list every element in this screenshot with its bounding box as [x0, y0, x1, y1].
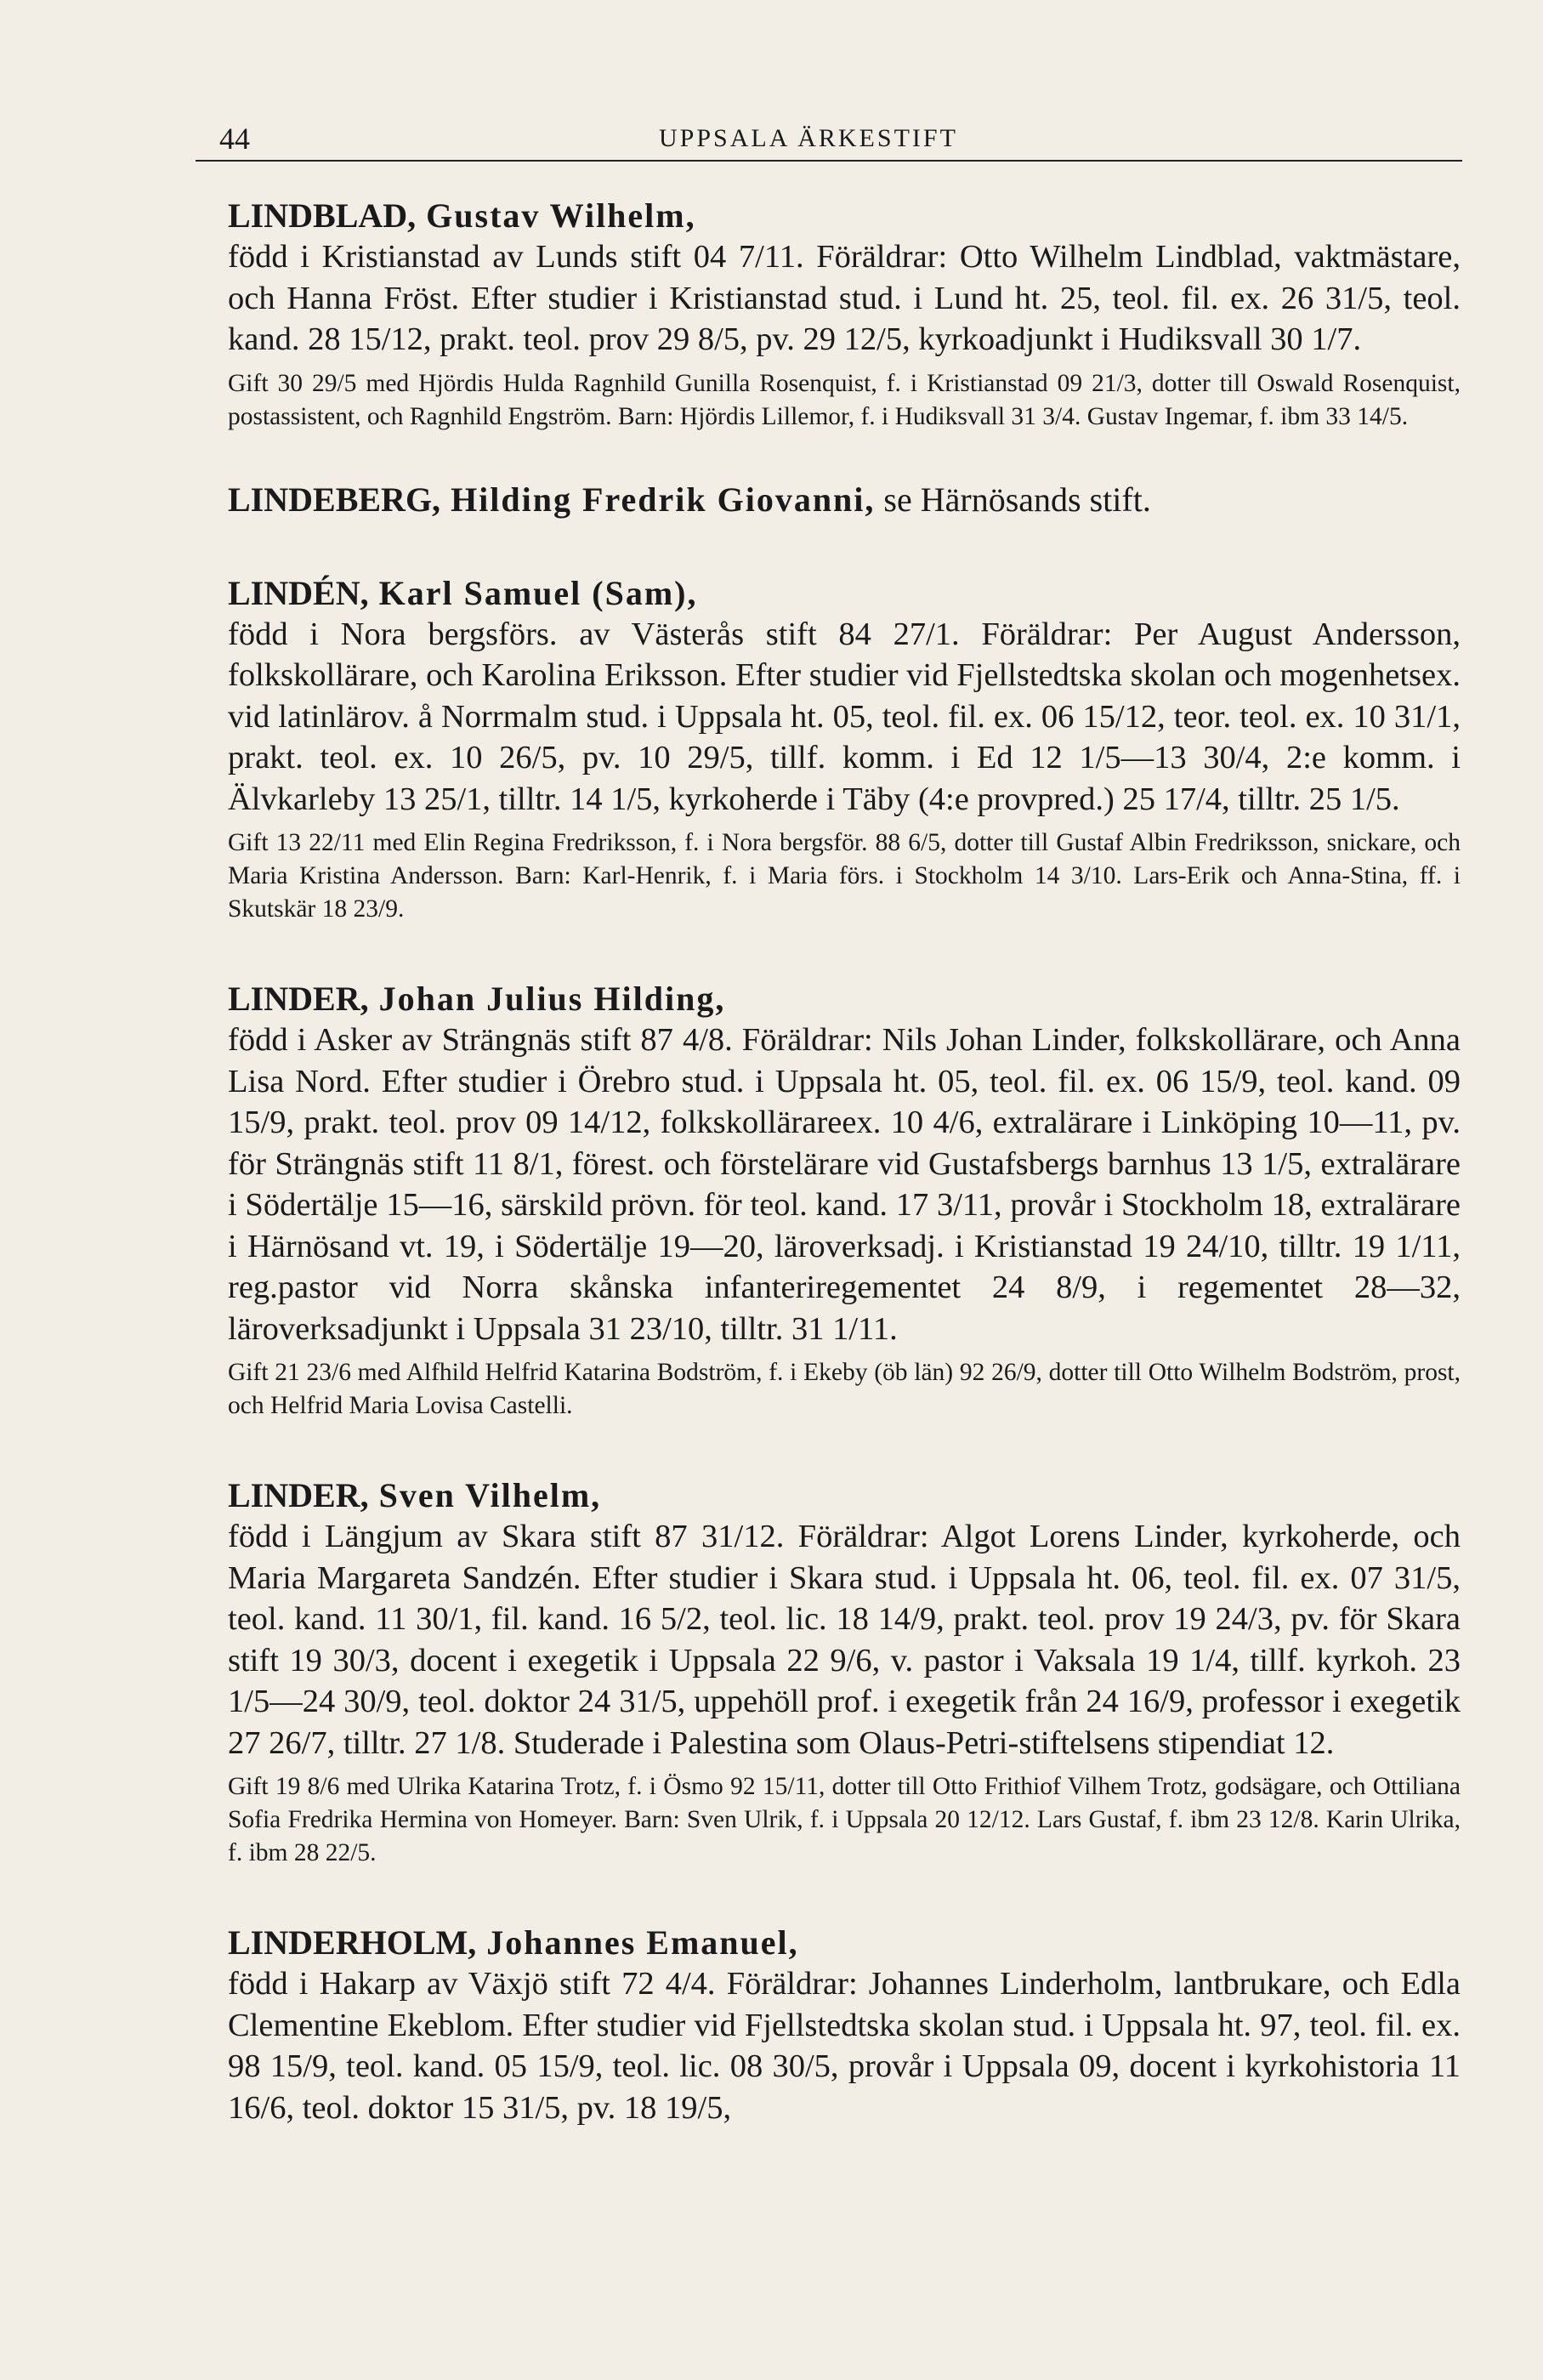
entry-given-names: Hilding Fredrik Giovanni, — [440, 480, 876, 519]
entry-heading — [228, 573, 1461, 614]
entry-linder-johan — [228, 979, 1461, 1423]
entry-marriage-note: Gift 13 22/11 med Elin Regina Fredriksson, f. i Nora bergsför. 88 6/5, dotter till Gustaf Albin Fredriksson, snickare, och Maria Kristina Andersson. Barn: Karl-Henrik, f. i Maria förs. i Stockholm 14 3/10. Lars-Erik och Anna-Stina, ff. i Skutskär 18 23/9. — [228, 829, 1461, 923]
page-header — [196, 112, 1462, 162]
entry-heading — [228, 1923, 1461, 1963]
entry-biography: född i Nora bergsförs. av Västerås stift 84 27/1. Föräldrar: Per August Andersson, folkskollärare, och Karolina Eriksson. Efter studier vid Fjellstedtska skolan och mogenhetsex. vid latinlärov. å Norrmalm stud. i Uppsala ht. 05, teol. fil. ex. 06 15/12, teor. teol. ex. 10 31/1, prakt. teol. ex. 10 26/5, pv. 10 29/5, tillf. komm. i Ed 12 1/5—13 30/4, 2:e komm. i Älvkarleby 13 25/1, tilltr. 14 1/5, kyrkoherde i Täby (4:e provpred.) 25 17/4, tilltr. 25 1/5. — [228, 616, 1461, 817]
entry-list — [228, 196, 1461, 2181]
entry-surname: LINDÉN, — [228, 573, 369, 612]
entry-given-names: Gustav Wilhelm, — [416, 196, 696, 235]
entry-surname: LINDERHOLM, — [228, 1923, 477, 1962]
entry-marriage-note: Gift 21 23/6 med Alfhild Helfrid Katarina Bodström, f. i Ekeby (öb län) 92 26/9, dotter till Otto Wilhelm Bodström, prost, och Helfrid Maria Lovisa Castelli. — [228, 1359, 1461, 1419]
entry-marriage-note: Gift 19 8/6 med Ulrika Katarina Trotz, f. i Ösmo 92 15/11, dotter till Otto Frithiof Vilhem Trotz, godsägare, och Ottiliana Sofia Fredrika Hermina von Homeyer. Barn: Sven Ulrik, f. i Uppsala 20 12/12. Lars Gustaf, f. ibm 23 12/8. Karin Ulrika, f. ibm 28 22/5. — [228, 1773, 1461, 1866]
entry-surname: LINDER, — [228, 1476, 369, 1514]
entry-surname: LINDEBERG, — [228, 480, 441, 519]
entry-biography: född i Kristianstad av Lunds stift 04 7/11. Föräldrar: Otto Wilhelm Lindblad, vaktmästare, och Hanna Fröst. Efter studier i Kristianstad stud. i Lund ht. 25, teol. fil. ex. 26 31/5, teol. kand. 28 15/12, prakt. teol. prov 29 8/5, pv. 29 12/5, kyrkoadjunkt i Hudiksvall 30 1/7. — [228, 239, 1461, 357]
entry-linder-sven — [228, 1475, 1461, 1870]
entry-given-names: Johan Julius Hilding, — [368, 980, 726, 1018]
entry-heading — [228, 480, 1461, 520]
entry-heading — [228, 196, 1461, 236]
entry-biography: född i Längjum av Skara stift 87 31/12. Föräldrar: Algot Lorens Linder, kyrkoherde, och Maria Margareta Sandzén. Efter studier i Skara stud. i Uppsala ht. 06, teol. fil. ex. 07 31/5, teol. kand. 11 30/1, fil. kand. 16 5/2, teol. lic. 18 14/9, prakt. teol. prov 19 24/3, pv. för Skara stift 19 30/3, docent i exegetik i Uppsala 22 9/6, v. pastor i Vaksala 19 1/4, tillf. kyrkoh. 23 1/5—24 30/9, teol. doktor 24 31/5, uppehöll prof. i exegetik från 24 16/9, professor i exegetik 27 26/7, tilltr. 27 1/8. Studerade i Palestina som Olaus-Petri-stiftelsens stipendiat 12. — [228, 1519, 1461, 1761]
entry-cross-reference: se Härnösands stift. — [875, 480, 1151, 519]
entry-biography: född i Hakarp av Växjö stift 72 4/4. Föräldrar: Johannes Linderholm, lantbrukare, och Edla Clementine Ekeblom. Efter studier vid Fjellstedtska skolan stud. i Uppsala ht. 97, teol. fil. ex. 98 15/9, teol. kand. 05 15/9, teol. lic. 08 30/5, provår i Uppsala 09, docent i kyrkohistoria 11 16/6, teol. doktor 15 31/5, pv. 18 19/5, — [228, 1966, 1461, 2126]
entry-linden — [228, 573, 1461, 927]
entry-given-names: Johannes Emanuel, — [476, 1923, 799, 1962]
entry-lindblad — [228, 196, 1461, 434]
page-number: 44 — [219, 122, 250, 156]
entry-lindeberg — [228, 480, 1461, 520]
entry-biography: född i Asker av Strängnäs stift 87 4/8. Föräldrar: Nils Johan Linder, folkskollärare, och Anna Lisa Nord. Efter studier i Örebro stud. i Uppsala ht. 05, teol. fil. ex. 06 15/9, teol. kand. 09 15/9, prakt. teol. prov 09 14/12, folkskollärareex. 10 4/6, extralärare i Linköping 10—11, pv. för Strängnäs stift 11 8/1, förest. och förstelärare vid Gustafsbergs barnhus 13 1/5, extralärare i Södertälje 15—16, särskild prövn. för teol. kand. 17 3/11, provår i Stockholm 18, extralärare i Härnösand vt. 19, i Södertälje 19—20, läroverksadj. i Kristianstad 19 24/10, tilltr. 19 1/11, reg.pastor vid Norra skånska infanteriregementet 24 8/9, i regementet 28—32, läroverksadjunkt i Uppsala 31 23/10, tilltr. 31 1/11. — [228, 1022, 1461, 1347]
entry-given-names: Karl Samuel (Sam), — [368, 573, 698, 612]
entry-surname: LINDER, — [228, 980, 369, 1018]
entry-marriage-note: Gift 30 29/5 med Hjördis Hulda Ragnhild Gunilla Rosenquist, f. i Kristianstad 09 21/3, dotter till Oswald Rosenquist, postassistent, och Ragnhild Engström. Barn: Hjördis Lillemor, f. i Hudiksvall 31 3/4. Gustav Ingemar, f. ibm 33 14/5. — [228, 369, 1461, 430]
entry-heading — [228, 979, 1461, 1020]
running-title: UPPSALA ÄRKESTIFT — [659, 124, 958, 152]
entry-surname: LINDBLAD, — [228, 196, 417, 235]
entry-given-names: Sven Vilhelm, — [368, 1476, 602, 1514]
entry-heading — [228, 1475, 1461, 1516]
entry-linderholm — [228, 1923, 1461, 2128]
